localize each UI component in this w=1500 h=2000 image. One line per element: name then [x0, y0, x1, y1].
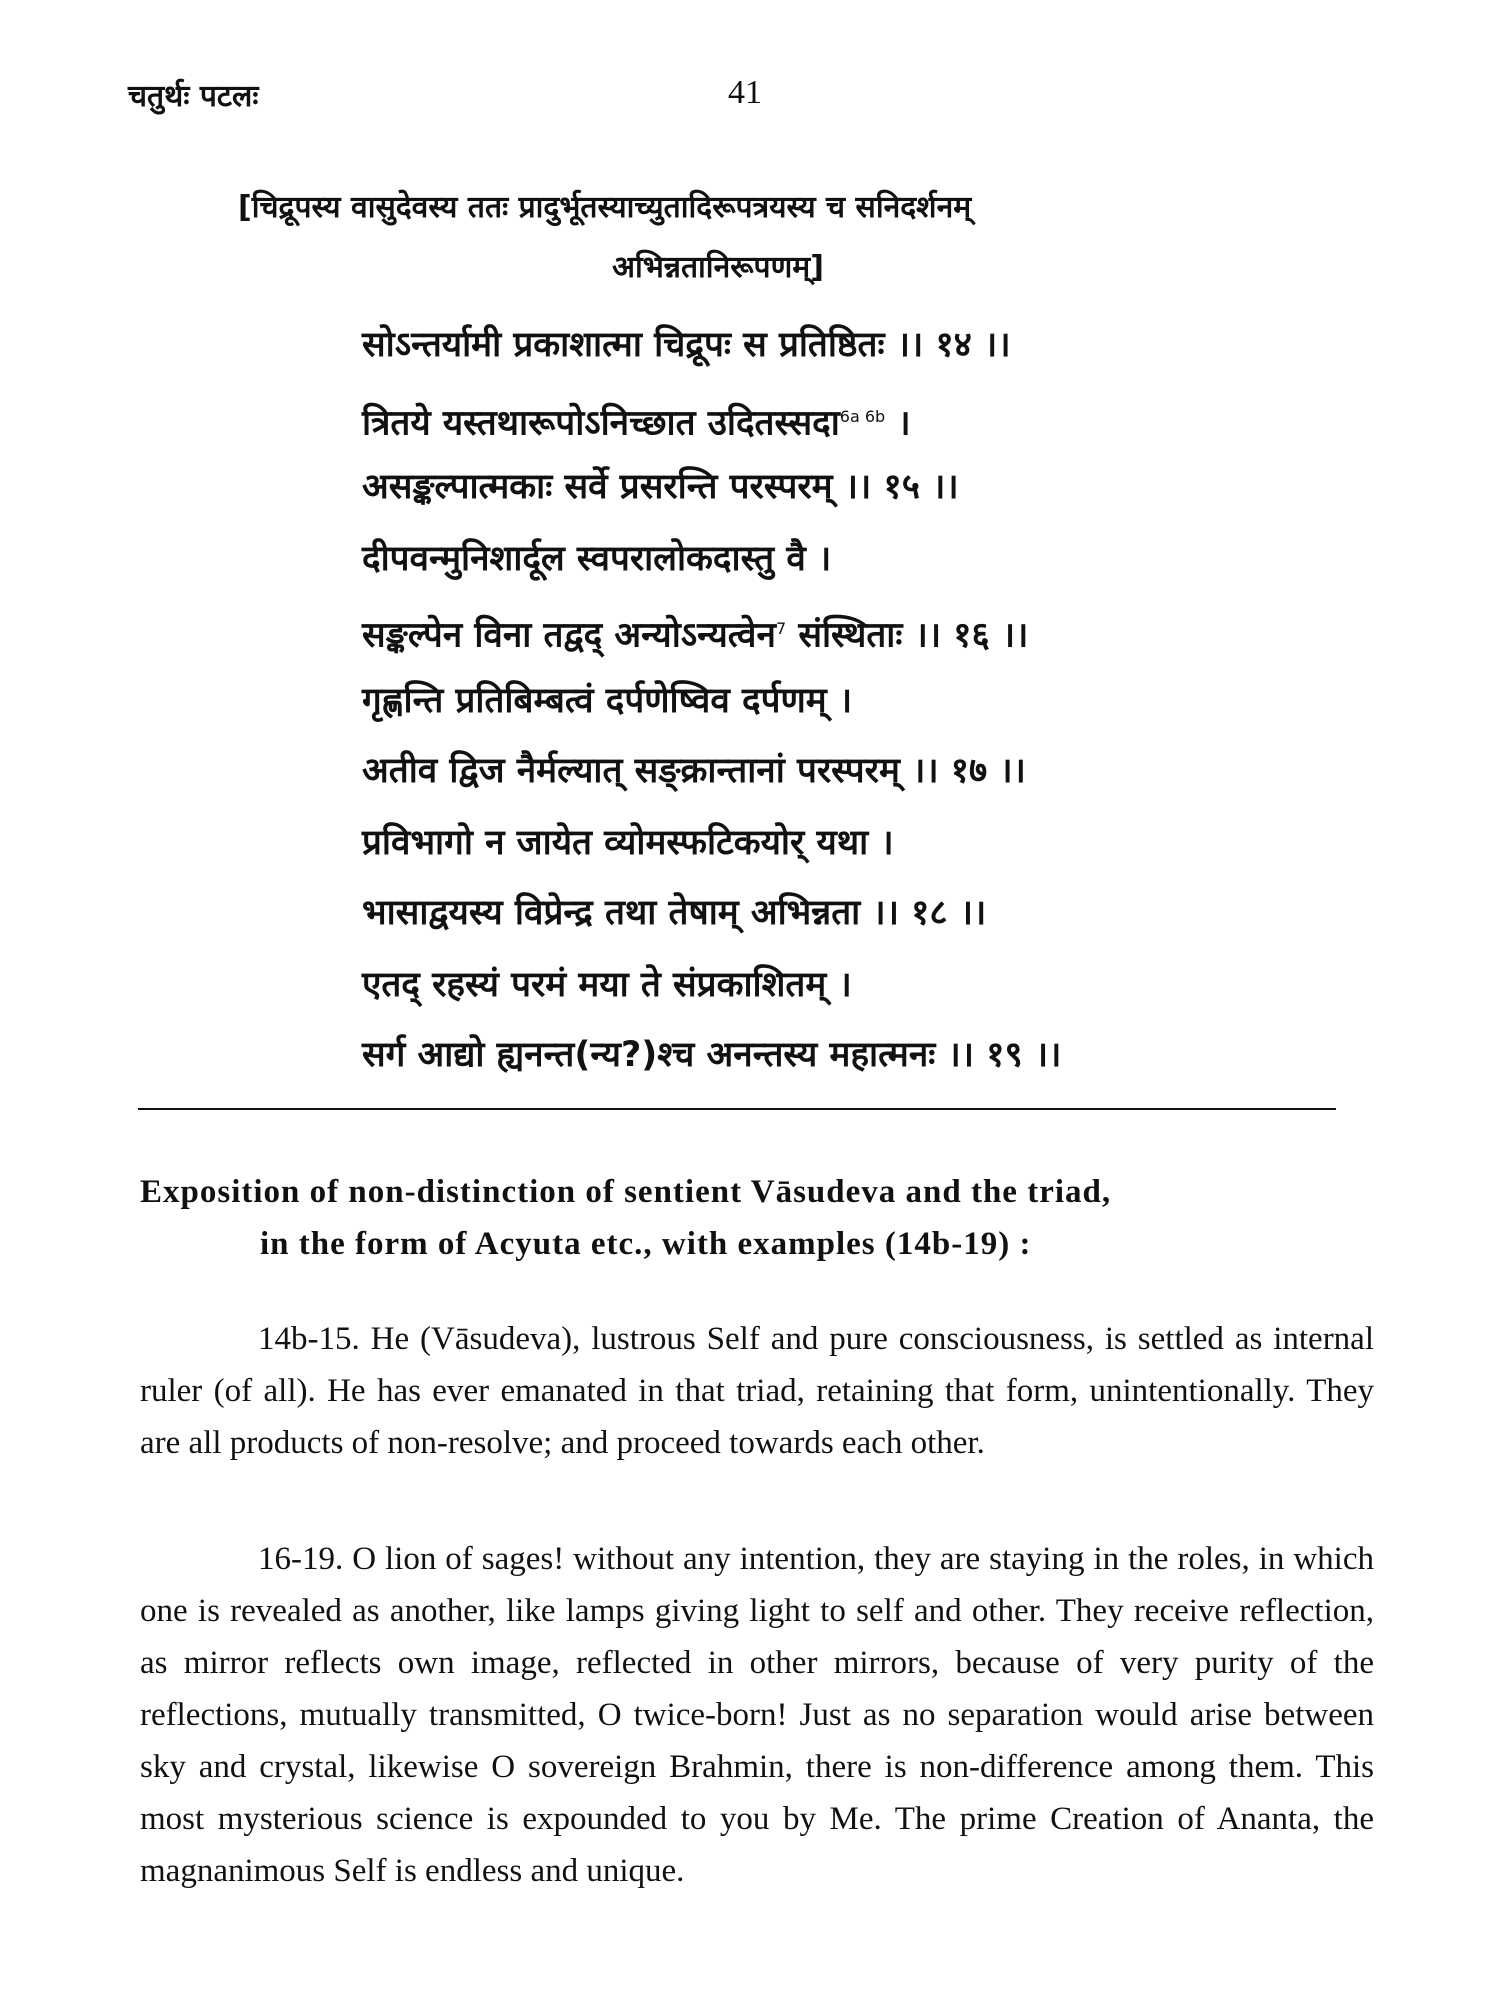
verse-line: [362, 382, 1362, 452]
verse-15: [362, 382, 1362, 522]
verse-text: सङ्कल्पेन विना तद्वद् अन्योऽन्यत्वेन: [362, 615, 776, 656]
verse-17: [362, 666, 1362, 806]
verse-line: असङ्कल्पात्मकाः सर्वे प्रसरन्ति परस्परम् ।। १५ ।।: [362, 467, 959, 507]
verse-19: [362, 950, 1362, 1090]
verse-line: दीपवन्मुनिशार्दूल स्वपरालोकदास्तु वै ।: [362, 539, 832, 579]
verse-14: [362, 310, 1362, 380]
page-number: 41: [728, 74, 762, 111]
sanskrit-section-heading: [238, 178, 1278, 298]
footnote-marker: 6a 6b: [839, 407, 886, 426]
footnote-marker: 7: [775, 619, 787, 638]
verse-text: त्रितये यस्तथारूपोऽनिच्छात उदितस्सदा: [362, 403, 840, 444]
english-heading-line-1: Exposition of non-distinction of sentient Vāsudeva and the triad,: [140, 1174, 1112, 1210]
verse-line: सोऽन्तर्यामी प्रकाशात्मा चिद्रूपः स प्रतिष्ठितः ।। १४ ।।: [362, 325, 1011, 365]
verse-line: गृह्णन्ति प्रतिबिम्बत्वं दर्पणेष्विव दर्पणम् ।: [362, 681, 853, 721]
sanskrit-heading-line-1: [चिद्रूपस्य वासुदेवस्य ततः प्रादुर्भूतस्याच्युतादिरूपत्रयस्य च सनिदर्शनम्: [238, 190, 972, 225]
verse-line: भासाद्वयस्य विप्रेन्द्र तथा तेषाम् अभिन्नता ।। १८ ।।: [362, 893, 987, 933]
verse-line: सर्ग आद्यो ह्यनन्त(न्य?)श्च अनन्तस्य महात्मनः ।। १९ ।।: [362, 1035, 1062, 1075]
verse-18: [362, 808, 1362, 948]
sanskrit-verses: [362, 310, 1362, 1092]
chapter-title: चतुर्थः पटलः: [128, 79, 259, 114]
verse-line: प्रविभागो न जायेत व्योमस्फटिकयोर् यथा ।: [362, 823, 894, 863]
verse-16: [362, 524, 1362, 664]
verse-line: एतद् रहस्यं परमं मया ते संप्रकाशितम् ।: [362, 965, 852, 1005]
sanskrit-heading-line-2: अभिन्नतानिरूपणम्]: [612, 250, 824, 285]
section-divider: [138, 1108, 1336, 1110]
verse-line: अतीव द्विज नैर्मल्यात् सङ्क्रान्तानां परस्परम् ।। १७ ।।: [362, 751, 1026, 791]
verse-line: [362, 594, 1362, 664]
running-head: [128, 74, 1348, 124]
english-heading-line-2: in the form of Acyuta etc., with examples (14b-19) :: [260, 1226, 1032, 1262]
verse-text: ।: [885, 403, 911, 444]
translation-paragraph-16-19: 16-19. O lion of sages! without any intention, they are staying in the roles, in which one is revealed as another, like lamps giving light to self and other. They receive reflection, as mirror reflects own image, reflected in other mirrors, because of very purity of the reflections, mutually transmitted, O twice-born! Just as no separation would arise between sky and crystal, likewise O sovereign Brahmin, there is non-difference among them. This most mysterious science is expounded to you by Me. The prime Creation of Ananta, the magnanimous Self is endless and unique.: [140, 1541, 1374, 1889]
english-section-heading: [140, 1166, 1350, 1270]
translation-paragraph-14b-15: 14b-15. He (Vāsudeva), lustrous Self and pure consciousness, is settled as internal ruler (of all). He has ever emanated in that triad, retaining that form, unintentionally. They are all products of non-resolve; and proceed towards each other.: [140, 1321, 1374, 1461]
verse-text: संस्थिताः ।। १६ ।।: [798, 615, 1029, 656]
